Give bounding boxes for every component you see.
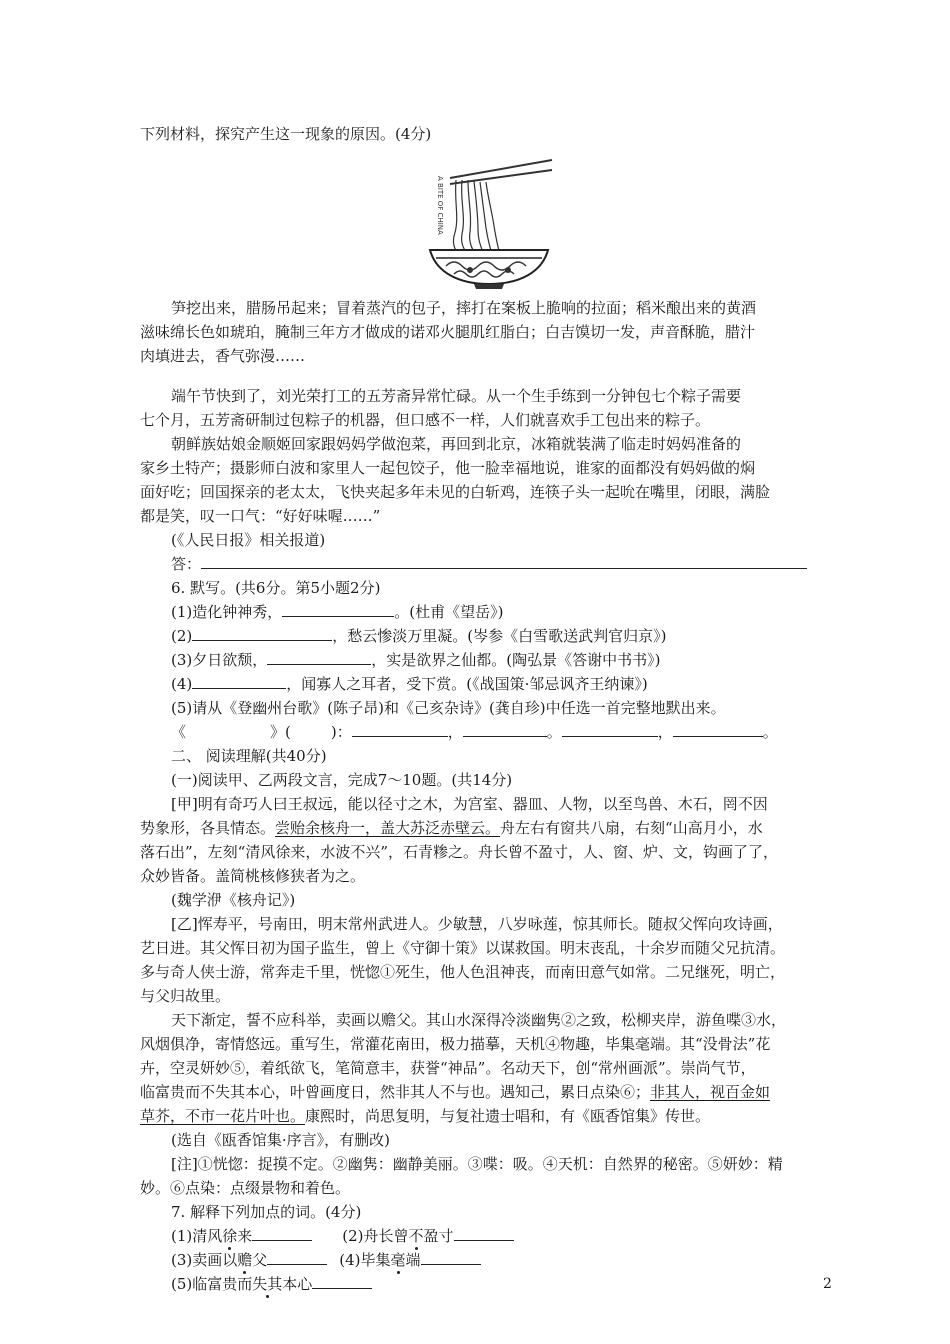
poem-line-blank[interactable] [463,722,547,737]
q6-item-3: (3)夕日欲颓， ，实是欲界之仙都。(陶弘景《答谢中书书》) [171,651,661,669]
material2-line: 面好吃；回国探亲的老太太，飞快夹起多年未见的白斩鸡，连筷子头一起吮在嘴里，闭眼，满脸 [140,483,771,501]
material1-line: 肉填进去，香气弥漫…… [140,347,306,365]
material2-line: 七个月，五芳斋研制过包粽子的机器，但口感不一样，人们就喜欢手工包出来的粽子。 [140,411,711,429]
material1-line: 笋挖出来，腊肠吊起来；冒着蒸汽的包子，摔打在案板上脆响的拉面；稻米酿出来的黄酒 [171,299,757,317]
material2-line: 都是笑，叹一口气：“好好味喔……” [140,507,381,525]
material2-line: 朝鲜族姑娘金顺姬回家跟妈妈学做泡菜，再回到北京，冰箱就装满了临走时妈妈准备的 [171,435,742,453]
yi2-line: 风烟俱净，寄情悠远。重写生，常灌花南田，极力描摹，天机④物趣，毕集毫端。其“没骨法”花 [140,1035,771,1053]
q6-title: 6. 默写。(共6分。第5小题2分) [171,579,381,597]
q7-blank-5[interactable] [312,1274,372,1289]
poem-line-blank[interactable] [352,722,448,737]
underlined-sentence: 尝贻余核舟一，盖大苏泛赤壁云。 [275,819,501,837]
yi-line: 艺日进。其父恽日初为国子监生，曾上《守御十策》以谋救国。明末丧乱，十余岁而随父兄抗清。 [140,939,786,957]
q6-blank-4[interactable] [192,674,286,689]
yi2-line: 草芥，不市一花片叶也。康熙时，尚思复明，与复社遗士唱和，有《瓯香馆集》传世。 [140,1107,711,1125]
underlined-sentence: 非其人，视百金如 [650,1083,771,1101]
q7-row: (5)临富贵而失其本心 [171,1274,372,1294]
page-number: 2 [823,1276,832,1292]
jia-line: 势象形，各具情态。尝贻余核舟一，盖大苏泛赤壁云。舟左右有窗共八扇，右刻“山高月小，水 [140,819,763,837]
q6-item-2: (2) ，愁云惨淡万里凝。(岑参《白雪歌送武判官归京》) [171,627,667,645]
poem-line-blank[interactable] [673,722,763,737]
noodle-bowl-icon [424,154,554,290]
answer-row [171,554,807,574]
q7-blank-4[interactable] [421,1250,481,1265]
q7-blank-1[interactable] [252,1226,312,1241]
part-heading: (一)阅读甲、乙两段文言，完成7～10题。(共14分) [171,771,513,789]
yi2-line: 卉，空灵妍妙⑤，着纸欲飞，笔简意丰，获誉“神品”。名动天下，创“常州画派”。崇尚气节， [140,1059,756,1077]
q6-blank-2[interactable] [192,626,332,641]
yi-line: [乙]恽寿平，号南田，明末常州武进人。少敏慧，八岁咏莲，惊其师长。随叔父恽向攻诗画， [171,915,783,933]
q6-blank-3[interactable] [267,650,371,665]
note-line: [注]①恍惚：捉摸不定。②幽隽：幽静美丽。③喋：吸。④天机：自然界的秘密。⑤妍妙：精 [171,1155,783,1173]
material1-line: 滋味绵长色如琥珀，腌制三年方才做成的诺邓火腿肌红脂白；白吉馍切一发，声音酥脆，腊汁 [140,323,756,341]
q6-item-5: (5)请从《登幽州台歌》(陈子昂)和《己亥杂诗》(龚自珍)中任选一首完整地默出来。 [171,699,726,717]
q7-row: (3)卖画以赡父 (4)毕集毫端 [171,1250,481,1270]
answer-label: 答： [171,555,202,573]
intro-line: 下列材料，探究产生这一现象的原因。(4分) [140,125,432,143]
yi2-line: 临富贵而不失其本心，叶曾画度日，然非其人不与也。遇知己，累日点染⑥；非其人，视百金如 [140,1083,771,1101]
underlined-sentence: 草芥，不市一花片叶也。 [140,1107,306,1125]
yi-line: 多与奇人侠士游，常奔走千里，恍惚①死生，他人色沮神丧，而南田意气如常。二兄继死，明亡， [140,963,786,981]
jia-line: 众妙皆备。盖简桃核修狭者为之。 [140,867,366,885]
q7-row: (1)清风徐来 (2)舟长曾不盈寸 [171,1226,514,1246]
q7-blank-2[interactable] [454,1226,514,1241]
q6-item-1: (1)造化钟神秀， 。(杜甫《望岳》) [171,603,504,621]
source-citation: (选自《瓯香馆集·序言》，有删改) [171,1131,390,1149]
answer-blank[interactable] [201,554,807,569]
source-citation: (魏学洢《核舟记》) [171,891,296,909]
q6-item-4: (4) ，闻寡人之耳者，受下赏。(《战国策·邹忌讽齐王纳谏》) [171,675,648,693]
yi2-line: 天下渐定，誓不应科举，卖画以赡父。其山水深得冷淡幽隽②之致，松柳夹岸，游鱼喋③水， [171,1011,787,1029]
note-line: 妙。⑥点染：点缀景物和着色。 [140,1179,351,1197]
jia-line: 落石出”，左刻“清风徐来，水波不兴”，石青糁之。舟长曾不盈寸，人、窗、炉、文，钩画了了， [140,843,779,861]
q6-item-5-answer: 《 》( )： ， 。 ， 。 [171,723,778,741]
jia-line: [甲]明有奇巧人曰王叔远，能以径寸之木，为宫室、器皿、人物，以至鸟兽、木石，罔不因 [171,795,768,813]
material2-line: 端午节快到了，刘光荣打工的五芳斋异常忙碌。从一个生手练到一分钟包七个粽子需要 [171,387,742,405]
chopstick-text: A BITE OF CHINA [436,176,444,235]
yi-line: 与父归故里。 [140,987,231,1005]
q7-blank-3[interactable] [267,1250,327,1265]
source-citation: (《人民日报》相关报道) [171,531,326,549]
section-heading: 二、 阅读理解(共40分) [171,747,327,765]
q7-title: 7. 解释下列加点的词。(4分) [171,1203,362,1221]
poem-line-blank[interactable] [562,722,658,737]
material2-line: 家乡土特产；摄影师白波和家里人一起包饺子，他一脸幸福地说，谁家的面都没有妈妈做的焖 [140,459,756,477]
q6-blank-1[interactable] [282,602,394,617]
